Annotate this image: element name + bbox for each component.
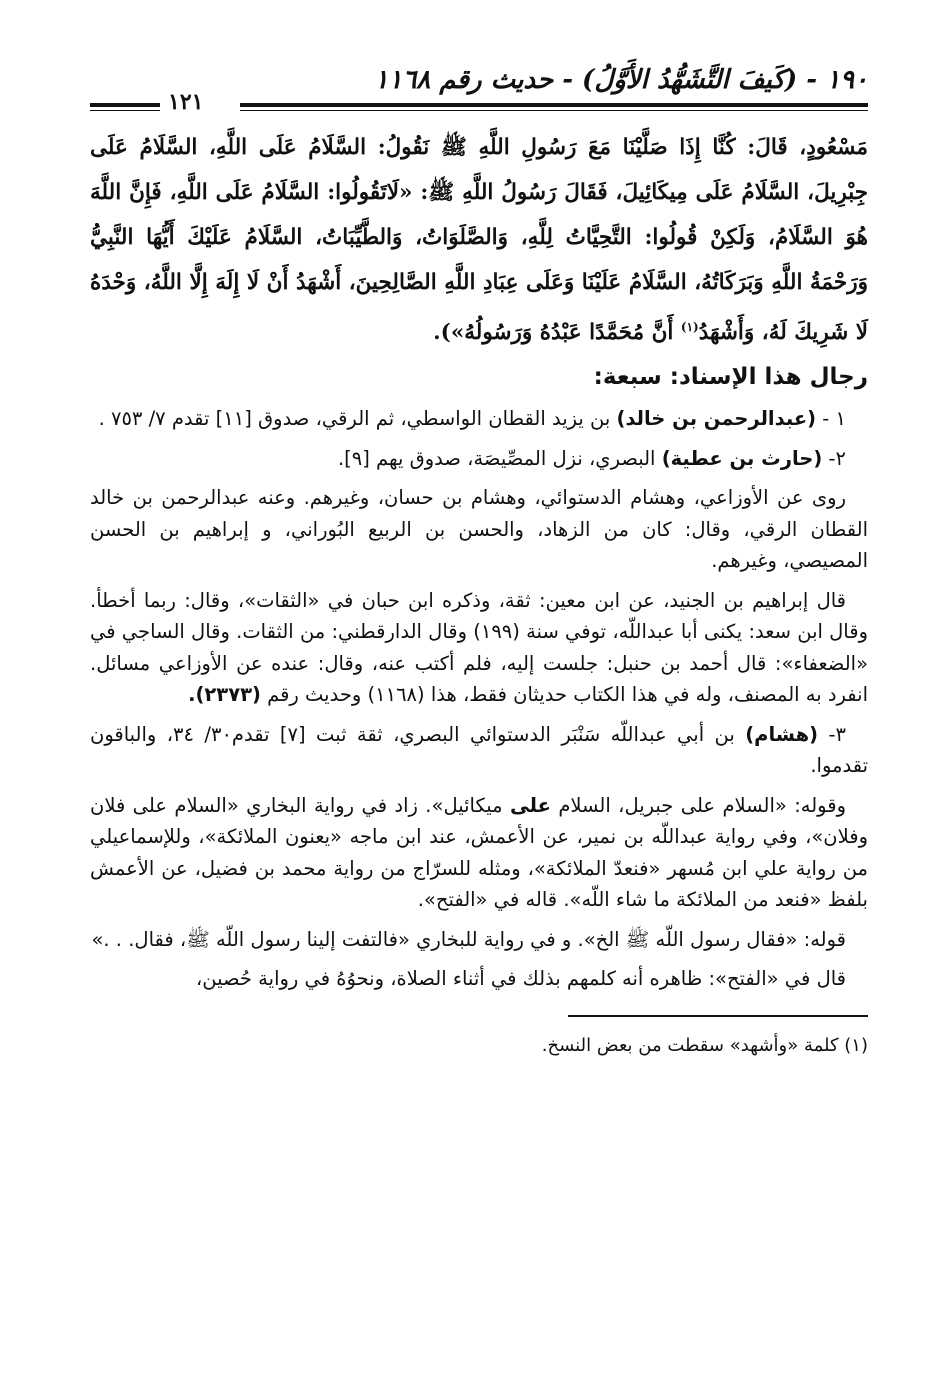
narrator-2-name: (حارث بن عطية) [661,446,823,470]
narrator-2-hadith-ref: (٢٣٧٣). [188,683,261,707]
narrator-2-number: ٢- [822,446,846,470]
footnote-marker: (١) [680,320,699,334]
commentary-1-part-c: ميكائيل». زاد في رواية البخاري «السلام على فلان وفلان»، وفي رواية عبداللّه بن نمير، عن الأعمش، عند ابن ماجه «يعنون الملائكة»، وللإسماعيلي من رواية علي ابن مُسهر «فنعدّ الملائكة»، ومثله للسرّاج من رواية محمد بن فضيل، عن الأعمش بلفظ «فنعد من الملائكة ما شاء اللّه». قاله في «الفتح». [90,793,868,912]
hadith-text-part-a: مَسْعُودٍ، قَالَ: كُنَّا إِذَا صَلَّيْنَا مَعَ رَسُولِ اللَّهِ ﷺ نَقُولُ: السَّلَامُ عَلَى اللَّهِ، السَّلَامُ عَلَى جِبْرِيلَ، السَّلَامُ عَلَى مِيكَائِيلَ، فَقَالَ رَسُولُ اللَّهِ ﷺ: «لَاتَقُولُوا: السَّلَامُ عَلَى اللَّهِ، فَإِنَّ اللَّهَ هُوَ السَّلَامُ، وَلَكِنْ قُولُوا: التَّحِيَّاتُ لِلَّهِ، وَالصَّلَوَاتُ، وَالطَّيِّبَاتُ، السَّلَامُ عَلَيْكَ أَيُّهَا النَّبِيُّ وَرَحْمَةُ اللَّهِ وَبَرَكَاتُهُ، السَّلَامُ عَلَيْنَا وَعَلَى عِبَادِ اللَّهِ الصَّالِحِينَ، أَشْهَدُ أَنْ لَا إِلَهَ إِلَّا اللَّهُ، وَحْدَهُ لَا شَرِيكَ لَهُ، وَأَشْهَدُ [90,135,868,346]
header-rule-short [90,103,160,111]
narrator-1-number: ١ - [816,407,846,431]
narrator-3-text: بن أبي عبداللّه سَنْبَر الدستوائي البصري، ثقة ثبت [٧] تقدم٣٠/ ٣٤، والباقون تقدموا. [90,722,868,778]
chapter-title: ١٩٠ - (كَيفَ التَّشَهُّدُ الأَوَّلُ) - حديث رقم ١١٦٨ [374,65,868,95]
commentary-1-part-a: وقوله: «السلام على جبريل، السلام [550,793,846,817]
narrator-3-number: ٣- [818,722,846,746]
book-page [90,55,868,1061]
narrator-1 [90,403,868,435]
commentary-3: قال في «الفتح»: ظاهره أنه كلمهم بذلك في أثناء الصلاة، ونحوُهُ في رواية حُصين، [196,967,846,991]
page-number: ١٢١ [168,89,204,115]
hadith-text-part-b: أَنَّ مُحَمَّدًا عَبْدُهُ وَرَسُولُهُ»). [433,320,681,346]
narrator-2 [90,443,868,475]
narrators-section-title: رجال هذا الإسناد: سبعة: [593,364,868,391]
footnote-divider [568,1015,868,1017]
narrator-2-students: روى عن الأوزاعي، وهشام الدستوائي، وهشام بن حسان، وغيرهم. وعنه عبدالرحمن بن خالد القطان الرقي، وقال: كان من الزهاد، والحسن بن الربيع البُوراني، و إبراهيم بن الحسن المصيصي، وغيرهم. [90,486,868,573]
commentary-1-part-b: على [509,793,551,817]
header-rule [90,89,868,125]
commentary-2: قوله: «فقال رسول اللّه ﷺ الخ». و في رواية للبخاري «فالتفت إلينا رسول اللّه ﷺ، فقال. . .» [91,927,846,951]
header-rule-long [240,103,868,111]
narrator-2-text: البصري، نزل المصِّيصَة، صدوق يهم [٩]. [337,446,662,470]
narrator-1-text: بن يزيد القطان الواسطي، ثم الرقي، صدوق [١١] تقدم ٧/ ٧٥٣ . [98,407,617,431]
commentary-1 [90,790,868,916]
narrator-1-name: (عبدالرحمن بن خالد) [616,407,817,431]
narrator-2-grading-text: قال إبراهيم بن الجنيد، عن ابن معين: ثقة، وذكره ابن حبان في «الثقات»، وقال: ربما أخطأ. وقال ابن سعد: يكنى أبا عبداللّه، توفي سنة (١٩٩) وقال الدارقطني: من الثقات. وقال الساجي في «الضعفاء»: قال أحمد بن حنبل: جلست إليه، فلم أكتب عنه، وقال: عنده عن الأوزاعي مسائل. انفرد به المصنف، وله في هذا الكتاب حديثان فقط، هذا (١١٦٨) وحديث رقم [90,588,868,707]
narrator-3-name: (هشام) [745,722,819,746]
footnote: (١) كلمة «وأشهد» سقطت من بعض النسخ. [541,1034,868,1056]
narrator-2-grading [90,585,868,711]
narrator-3 [90,719,868,782]
page-header [90,55,868,95]
hadith-text [90,125,868,355]
